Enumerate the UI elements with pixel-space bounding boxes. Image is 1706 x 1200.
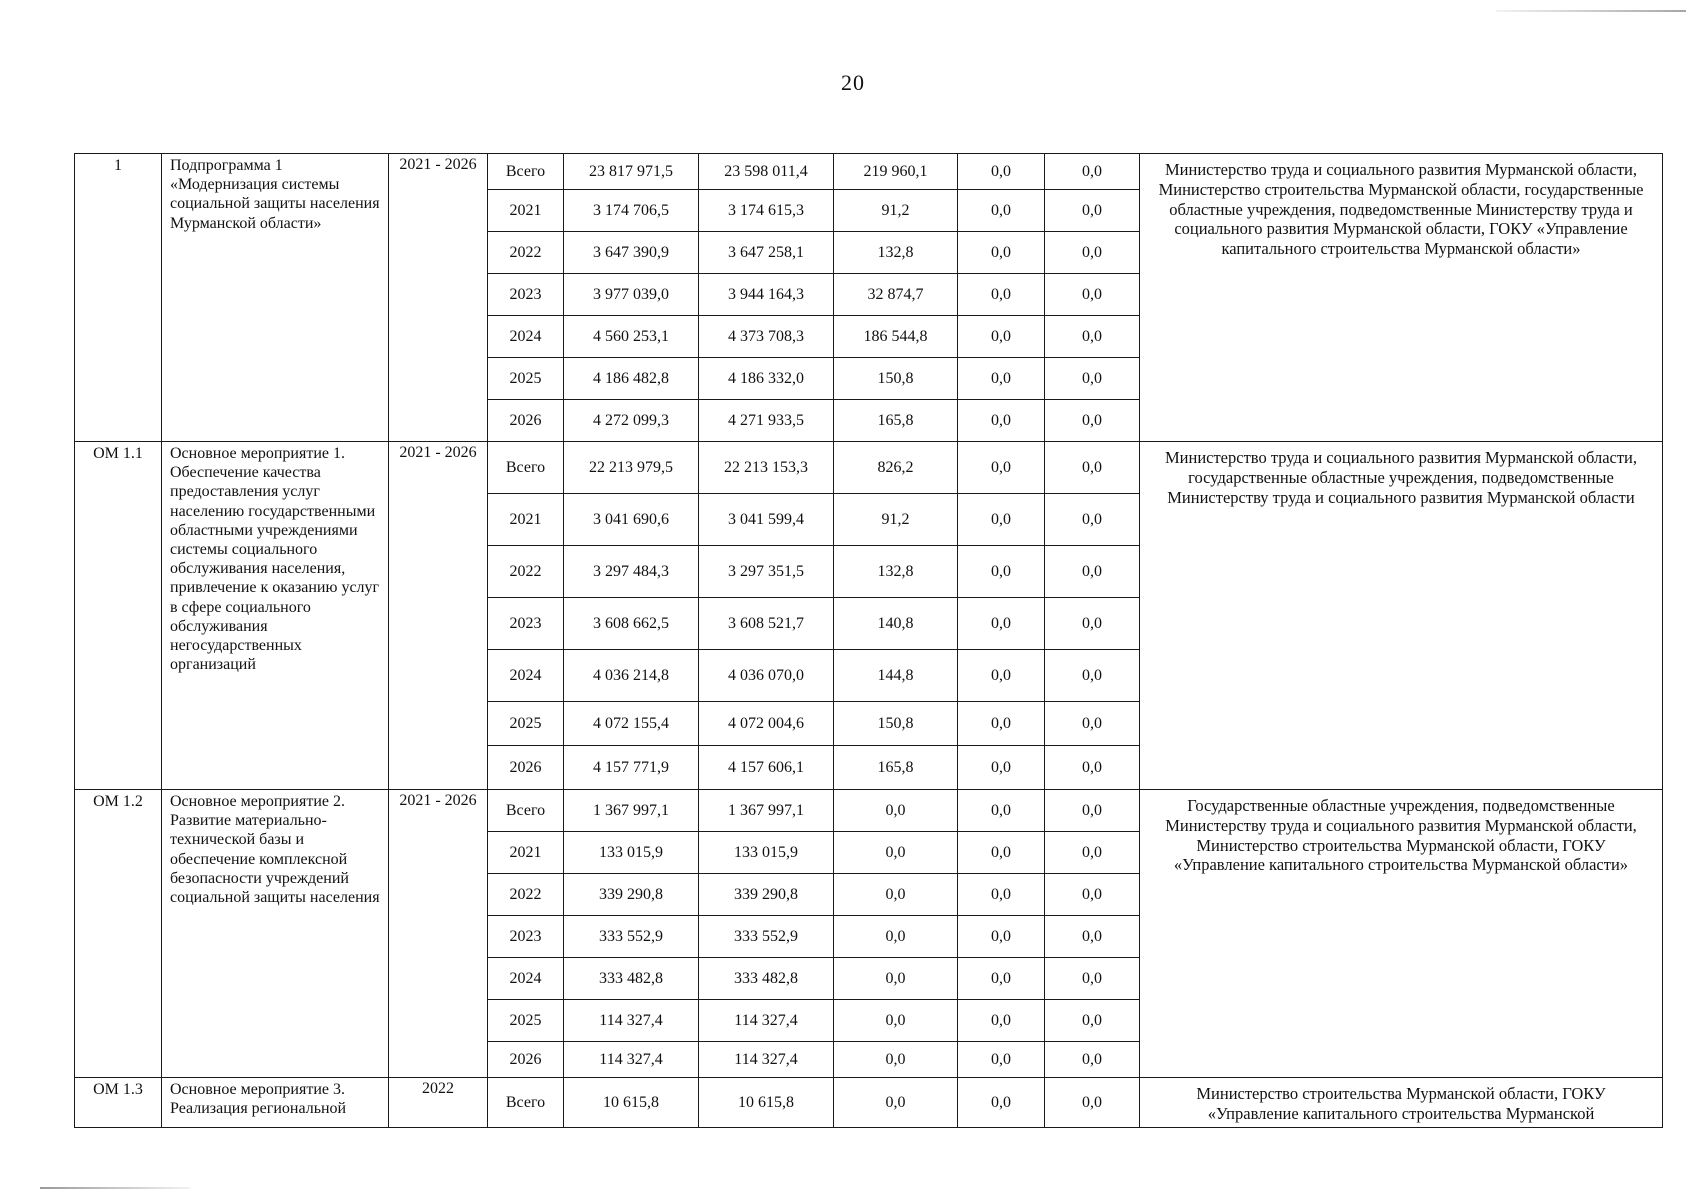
amount-total: 22 213 979,5: [564, 442, 699, 494]
amount-c3: 0,0: [958, 232, 1045, 274]
amount-c2: 0,0: [834, 916, 958, 958]
scan-artifact-bottom: [40, 1187, 190, 1189]
amount-c2: 132,8: [834, 546, 958, 598]
year-cell: 2022: [488, 546, 564, 598]
year-cell: 2025: [488, 358, 564, 400]
amount-c1: 333 552,9: [699, 916, 834, 958]
amount-total: 3 041 690,6: [564, 494, 699, 546]
year-cell: Всего: [488, 790, 564, 832]
amount-c1: 114 327,4: [699, 1000, 834, 1042]
row-executors: Министерство труда и социального развития Мурманской области, государственные областные учреждения, подведомственные Министерству труда и социального развития Мурманской области: [1140, 442, 1663, 790]
amount-c2: 0,0: [834, 790, 958, 832]
amount-total: 114 327,4: [564, 1000, 699, 1042]
amount-total: 4 072 155,4: [564, 702, 699, 746]
amount-c3: 0,0: [958, 316, 1045, 358]
row-name: Основное мероприятие 1. Обеспечение качества предоставления услуг населению государственными областными учреждениями системы социального обслуживания населения, привлечение к оказанию услуг в сфере социального обслуживания негосударственных организаций: [162, 442, 389, 790]
amount-c3: 0,0: [958, 1078, 1045, 1128]
amount-c1: 3 647 258,1: [699, 232, 834, 274]
amount-c4: 0,0: [1045, 1078, 1140, 1128]
amount-c3: 0,0: [958, 1000, 1045, 1042]
year-cell: 2026: [488, 1042, 564, 1078]
amount-c1: 4 036 070,0: [699, 650, 834, 702]
year-cell: 2025: [488, 702, 564, 746]
year-cell: 2026: [488, 400, 564, 442]
amount-c4: 0,0: [1045, 790, 1140, 832]
amount-c2: 150,8: [834, 358, 958, 400]
row-period: 2021 - 2026: [389, 442, 488, 790]
row-period: 2021 - 2026: [389, 154, 488, 442]
amount-c1: 22 213 153,3: [699, 442, 834, 494]
amount-total: 23 817 971,5: [564, 154, 699, 190]
amount-c4: 0,0: [1045, 494, 1140, 546]
amount-c4: 0,0: [1045, 274, 1140, 316]
year-cell: 2021: [488, 494, 564, 546]
amount-c3: 0,0: [958, 650, 1045, 702]
amount-c1: 3 297 351,5: [699, 546, 834, 598]
amount-c1: 4 072 004,6: [699, 702, 834, 746]
amount-c3: 0,0: [958, 274, 1045, 316]
amount-c4: 0,0: [1045, 874, 1140, 916]
amount-total: 4 036 214,8: [564, 650, 699, 702]
row-name: Основное мероприятие 2. Развитие материально-технической базы и обеспечение комплексной безопасности учреждений социальной защиты населения: [162, 790, 389, 1078]
amount-c2: 91,2: [834, 494, 958, 546]
amount-total: 3 297 484,3: [564, 546, 699, 598]
year-cell: Всего: [488, 1078, 564, 1128]
amount-c2: 0,0: [834, 1042, 958, 1078]
row-name: Основное мероприятие 3. Реализация региональной: [162, 1078, 389, 1128]
amount-c2: 0,0: [834, 874, 958, 916]
amount-c2: 165,8: [834, 400, 958, 442]
amount-c1: 3 041 599,4: [699, 494, 834, 546]
row-code: ОМ 1.3: [75, 1078, 162, 1128]
year-cell: 2023: [488, 916, 564, 958]
amount-c3: 0,0: [958, 874, 1045, 916]
amount-c1: 3 174 615,3: [699, 190, 834, 232]
year-cell: 2022: [488, 232, 564, 274]
amount-c1: 333 482,8: [699, 958, 834, 1000]
amount-c2: 186 544,8: [834, 316, 958, 358]
amount-total: 3 647 390,9: [564, 232, 699, 274]
amount-c1: 4 157 606,1: [699, 746, 834, 790]
amount-c1: 4 271 933,5: [699, 400, 834, 442]
amount-c2: 32 874,7: [834, 274, 958, 316]
amount-c3: 0,0: [958, 916, 1045, 958]
table-row: [75, 154, 1663, 190]
amount-total: 333 552,9: [564, 916, 699, 958]
amount-total: 4 186 482,8: [564, 358, 699, 400]
amount-c3: 0,0: [958, 1042, 1045, 1078]
amount-c3: 0,0: [958, 494, 1045, 546]
amount-c4: 0,0: [1045, 958, 1140, 1000]
year-cell: 2023: [488, 274, 564, 316]
row-period: 2022: [389, 1078, 488, 1128]
amount-c2: 826,2: [834, 442, 958, 494]
amount-c3: 0,0: [958, 400, 1045, 442]
row-period: 2021 - 2026: [389, 790, 488, 1078]
amount-c4: 0,0: [1045, 442, 1140, 494]
amount-c3: 0,0: [958, 746, 1045, 790]
year-cell: 2026: [488, 746, 564, 790]
year-cell: Всего: [488, 154, 564, 190]
row-code: ОМ 1.1: [75, 442, 162, 790]
year-cell: 2021: [488, 190, 564, 232]
amount-total: 133 015,9: [564, 832, 699, 874]
amount-c4: 0,0: [1045, 598, 1140, 650]
row-executors: Министерство строительства Мурманской области, ГОКУ «Управление капитального строительства Мурманской: [1140, 1078, 1663, 1128]
amount-total: 10 615,8: [564, 1078, 699, 1128]
amount-c1: 3 944 164,3: [699, 274, 834, 316]
amount-total: 4 560 253,1: [564, 316, 699, 358]
amount-c1: 339 290,8: [699, 874, 834, 916]
amount-total: 3 174 706,5: [564, 190, 699, 232]
amount-c4: 0,0: [1045, 832, 1140, 874]
amount-total: 3 977 039,0: [564, 274, 699, 316]
amount-c2: 0,0: [834, 958, 958, 1000]
year-cell: 2024: [488, 650, 564, 702]
scan-artifact-top: [1496, 10, 1686, 12]
financing-table: [74, 153, 1663, 1128]
amount-c4: 0,0: [1045, 916, 1140, 958]
amount-c1: 1 367 997,1: [699, 790, 834, 832]
amount-total: 4 157 771,9: [564, 746, 699, 790]
amount-c1: 3 608 521,7: [699, 598, 834, 650]
year-cell: 2022: [488, 874, 564, 916]
amount-c4: 0,0: [1045, 232, 1140, 274]
amount-c3: 0,0: [958, 790, 1045, 832]
amount-c4: 0,0: [1045, 1000, 1140, 1042]
amount-c4: 0,0: [1045, 358, 1140, 400]
amount-c1: 4 373 708,3: [699, 316, 834, 358]
amount-c3: 0,0: [958, 442, 1045, 494]
amount-c4: 0,0: [1045, 702, 1140, 746]
amount-c3: 0,0: [958, 546, 1045, 598]
amount-total: 3 608 662,5: [564, 598, 699, 650]
amount-c3: 0,0: [958, 832, 1045, 874]
row-code: ОМ 1.2: [75, 790, 162, 1078]
year-cell: 2025: [488, 1000, 564, 1042]
amount-c4: 0,0: [1045, 650, 1140, 702]
amount-total: 1 367 997,1: [564, 790, 699, 832]
amount-c3: 0,0: [958, 190, 1045, 232]
row-name: Подпрограмма 1 «Модернизация системы социальной защиты населения Мурманской области»: [162, 154, 389, 442]
table-row: [75, 790, 1663, 832]
year-cell: Всего: [488, 442, 564, 494]
amount-c3: 0,0: [958, 154, 1045, 190]
amount-c2: 144,8: [834, 650, 958, 702]
amount-c4: 0,0: [1045, 1042, 1140, 1078]
year-cell: 2021: [488, 832, 564, 874]
amount-c4: 0,0: [1045, 400, 1140, 442]
year-cell: 2023: [488, 598, 564, 650]
amount-c1: 4 186 332,0: [699, 358, 834, 400]
amount-c1: 133 015,9: [699, 832, 834, 874]
amount-c2: 150,8: [834, 702, 958, 746]
amount-c3: 0,0: [958, 358, 1045, 400]
amount-c4: 0,0: [1045, 316, 1140, 358]
year-cell: 2024: [488, 316, 564, 358]
row-code: 1: [75, 154, 162, 442]
amount-c1: 23 598 011,4: [699, 154, 834, 190]
amount-c4: 0,0: [1045, 154, 1140, 190]
amount-c3: 0,0: [958, 958, 1045, 1000]
table-row: [75, 1078, 1663, 1128]
amount-total: 4 272 099,3: [564, 400, 699, 442]
amount-total: 114 327,4: [564, 1042, 699, 1078]
amount-c3: 0,0: [958, 598, 1045, 650]
amount-c1: 10 615,8: [699, 1078, 834, 1128]
amount-c3: 0,0: [958, 702, 1045, 746]
amount-c2: 0,0: [834, 1078, 958, 1128]
row-executors: Министерство труда и социального развития Мурманской области, Министерство строительства Мурманской области, государственные областные учреждения, подведомственные Министерству труда и социального развития Мурманской области, ГОКУ «Управление капитального строительства Мурманской области»: [1140, 154, 1663, 442]
amount-total: 339 290,8: [564, 874, 699, 916]
amount-c4: 0,0: [1045, 190, 1140, 232]
amount-c2: 132,8: [834, 232, 958, 274]
table-row: [75, 442, 1663, 494]
amount-c2: 91,2: [834, 190, 958, 232]
amount-total: 333 482,8: [564, 958, 699, 1000]
amount-c1: 114 327,4: [699, 1042, 834, 1078]
page-number: 20: [841, 70, 865, 95]
amount-c4: 0,0: [1045, 746, 1140, 790]
amount-c2: 165,8: [834, 746, 958, 790]
year-cell: 2024: [488, 958, 564, 1000]
amount-c2: 219 960,1: [834, 154, 958, 190]
amount-c2: 140,8: [834, 598, 958, 650]
row-executors: Государственные областные учреждения, подведомственные Министерству труда и социального развития Мурманской области, Министерство строительства Мурманской области, ГОКУ «Управление капитального строительства Мурманской области»: [1140, 790, 1663, 1078]
amount-c2: 0,0: [834, 832, 958, 874]
amount-c4: 0,0: [1045, 546, 1140, 598]
amount-c2: 0,0: [834, 1000, 958, 1042]
